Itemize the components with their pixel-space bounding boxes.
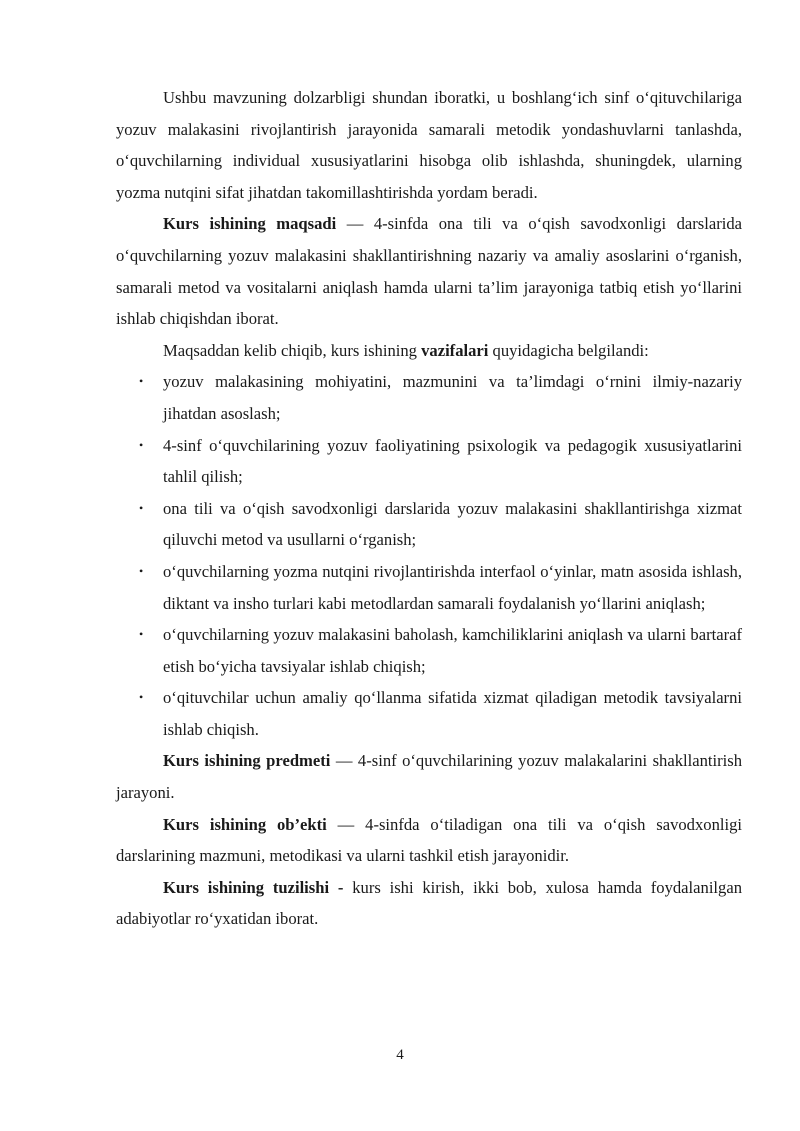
list-item	[116, 556, 742, 619]
task-text: 4-sinf o‘quvchilarining yozuv faoliyatining psixologik va pedagogik xususiyatlarini tahlil qilish;	[163, 435, 742, 487]
list-item	[116, 493, 742, 556]
goal-label: Kurs ishining maqsadi	[163, 214, 337, 234]
structure-label: Kurs ishining tuzilishi -	[163, 877, 344, 897]
subject-text: — 4-sinf o‘quvchilarining yozuv malakalarini shakllantirish jarayoni.	[116, 751, 742, 803]
bullet-icon: •	[139, 563, 144, 578]
object-text: — 4-sinfda o‘tiladigan ona tili va o‘qish savodxonligi darslarining mazmuni, metodikasi va ularni tashkil etish jarayonidir.	[116, 814, 742, 866]
list-item	[116, 366, 742, 429]
task-text: o‘quvchilarning yozma nutqini rivojlantirishda interfaol o‘yinlar, matn asosida ishlash, diktant va insho turlari kabi metodlardan samarali foydalanish yo‘llarini aniqlash;	[163, 561, 742, 613]
tasks-intro-paragraph	[116, 335, 742, 367]
list-item	[116, 682, 742, 745]
list-item	[116, 430, 742, 493]
task-text: o‘qituvchilar uchun amaliy qo‘llanma sifatida xizmat qiladigan metodik tavsiyalarni ishlab chiqish.	[163, 688, 742, 739]
bullet-icon: •	[139, 627, 144, 642]
subject-label: Kurs ishining predmeti	[163, 751, 331, 771]
subject-paragraph	[116, 745, 742, 808]
goal-paragraph	[116, 208, 742, 334]
tasks-intro-after: quyidagicha belgilandi:	[488, 340, 649, 360]
task-text: o‘quvchilarning yozuv malakasini baholash, kamchiliklarini aniqlash va ularni bartaraf etish bo‘yicha tavsiyalar ishlab chiqish;	[163, 625, 742, 676]
goal-text: — 4-sinfda ona tili va o‘qish savodxonligi darslarida o‘quvchilarning yozuv malakasini shakllantirishning nazariy va amaliy asoslarini o‘rganish, samarali metod va vositalarni aniqlash hamda ularni ta’lim jarayoniga tatbiq etish yo‘llarini ishlab chiqishdan iborat.	[116, 214, 742, 329]
structure-paragraph	[116, 872, 742, 935]
tasks-intro-before: Maqsaddan kelib chiqib, kurs ishining	[163, 340, 422, 360]
object-paragraph	[116, 809, 742, 872]
bullet-icon: •	[139, 500, 144, 515]
bullet-icon: •	[139, 437, 144, 452]
task-text: yozuv malakasining mohiyatini, mazmunini va ta’limdagi o‘rnini ilmiy-nazariy jihatdan asoslash;	[163, 372, 742, 423]
tasks-intro-bold: vazifalari	[421, 340, 489, 360]
tasks-list	[116, 366, 742, 745]
list-item	[116, 619, 742, 682]
page-number: 4	[396, 1047, 404, 1063]
task-text: ona tili va o‘qish savodxonligi darslarida yozuv malakasini shakllantirishga xizmat qiluvchi metod va usullarni o‘rganish;	[163, 498, 742, 550]
bullet-icon: •	[139, 374, 144, 389]
page-body	[116, 82, 742, 935]
object-label: Kurs ishining ob’ekti	[163, 814, 327, 834]
bullet-icon: •	[139, 690, 144, 705]
structure-text: kurs ishi kirish, ikki bob, xulosa hamda foydalanilgan adabiyotlar ro‘yxatidan iborat.	[116, 877, 742, 929]
intro-paragraph: Ushbu mavzuning dolzarbligi shundan iboratki, u boshlang‘ich sinf o‘qituvchilariga yozuv malakasini rivojlantirish jarayonida samarali metodik yondashuvlarni tanlashda, o‘quvchilarning individual xususiyatlarini hisobga olib ishlashda, shuningdek, ularning yozma nutqini sifat jihatdan takomillashtirishda yordam beradi.	[116, 88, 742, 202]
